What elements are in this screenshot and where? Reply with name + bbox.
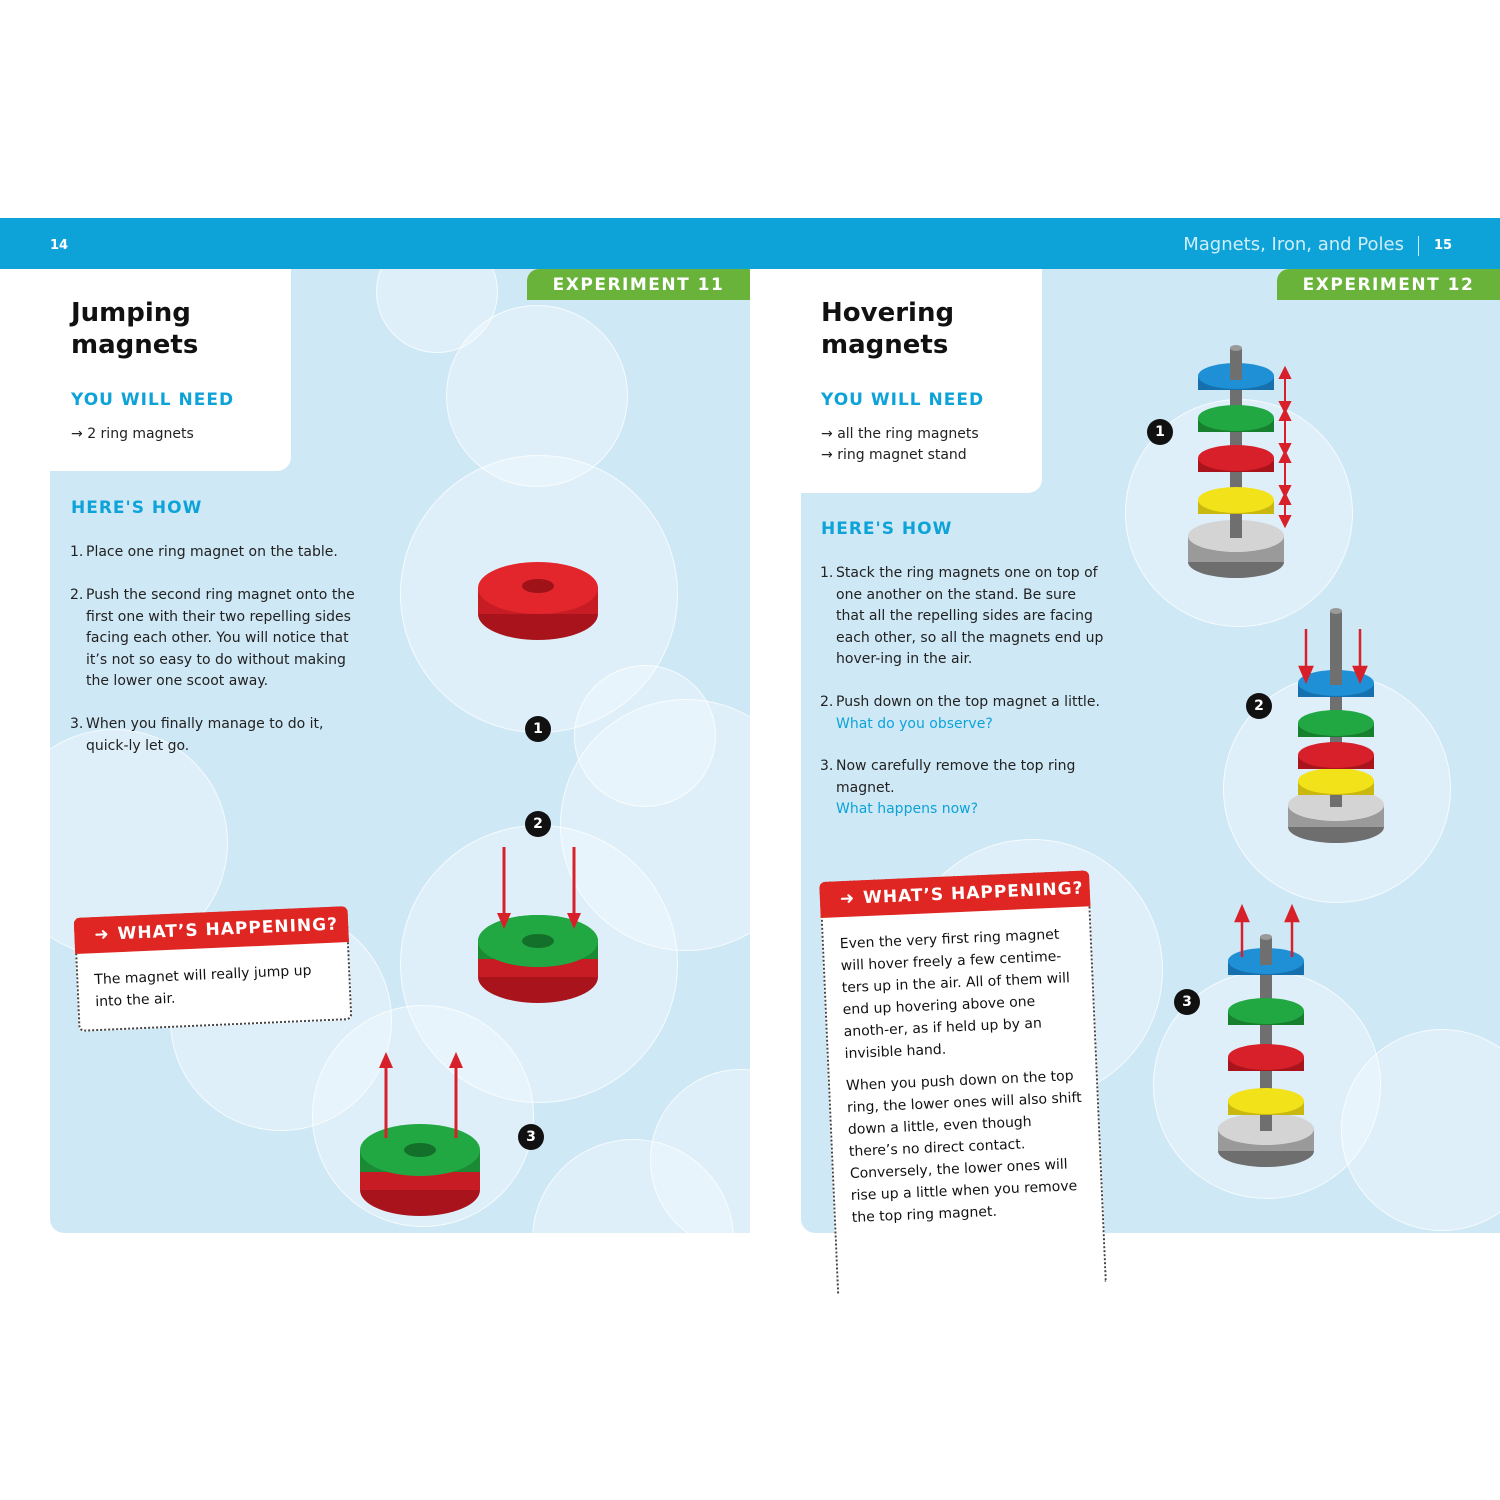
pushed-ring-magnets-illustration xyxy=(470,845,610,1020)
left-step-3 xyxy=(70,714,364,757)
left-step-1 xyxy=(70,542,356,564)
pushed-stack-illustration xyxy=(1280,605,1400,850)
figure-badge-1: 1 xyxy=(1147,419,1173,445)
figure-badge-3: 3 xyxy=(518,1124,544,1150)
step-number: 2. xyxy=(820,694,834,710)
left-title: Jumping magnets xyxy=(71,298,199,360)
step-number: 1. xyxy=(70,544,84,560)
step-text: Stack the ring magnets one on top of one another on the stand. Be sure that all the repelling sides are facing each other, so all the magnets end up hover-ing in the air. xyxy=(836,565,1104,667)
step-number: 2. xyxy=(70,587,84,603)
left-need-item: → 2 ring magnets xyxy=(71,426,194,442)
step-number: 1. xyxy=(820,565,834,581)
need-item-text: 2 ring magnets xyxy=(87,426,194,442)
left-how-heading: HERE'S HOW xyxy=(71,498,203,518)
experiment-12-tab: EXPERIMENT 12 xyxy=(1277,269,1500,300)
experiment-11-tab: EXPERIMENT 11 xyxy=(527,269,750,300)
step-number: 3. xyxy=(70,716,84,732)
whats-happening-title: WHAT’S HAPPENING? xyxy=(862,878,1084,909)
single-red-ring-magnet-illustration xyxy=(470,548,610,648)
step-text: When you finally manage to do it, quick-ly let go. xyxy=(86,716,324,754)
whats-happening-paragraph-2: When you push down on the top ring, the lower ones will also shift down a little, even though there’s no direct contact. Conversely, the lower ones will rise up a little when you remove the top ring magnet. xyxy=(845,1068,1082,1226)
step-question: What happens now? xyxy=(836,801,979,817)
right-step-1 xyxy=(820,563,1106,671)
arrow-right-icon: ➜ xyxy=(93,924,111,946)
left-step-2 xyxy=(70,585,356,693)
right-page-number: 15 xyxy=(1434,238,1453,253)
left-whats-happening-box xyxy=(74,906,353,1032)
step-text: Push down on the top magnet a little. xyxy=(836,694,1100,710)
whats-happening-title: WHAT’S HAPPENING? xyxy=(117,914,339,945)
figure-badge-1: 1 xyxy=(525,716,551,742)
bubble-decoration xyxy=(650,1069,750,1233)
right-need-item-2: → ring magnet stand xyxy=(821,447,967,463)
right-need-heading: YOU WILL NEED xyxy=(821,390,985,410)
figure-badge-2: 2 xyxy=(1246,693,1272,719)
right-whats-happening-box xyxy=(819,870,1107,1293)
right-need-item-1: → all the ring magnets xyxy=(821,426,979,442)
right-how-heading: HERE'S HOW xyxy=(821,519,953,539)
arrow-right-icon: ➜ xyxy=(839,888,856,910)
right-step-3 xyxy=(820,756,1106,821)
step-text: Place one ring magnet on the table. xyxy=(86,544,338,560)
step-text: Now carefully remove the top ring magnet. xyxy=(836,758,1076,796)
step-number: 3. xyxy=(820,758,834,774)
step-question: What do you observe? xyxy=(836,715,993,732)
running-title: Magnets, Iron, and Poles xyxy=(1183,234,1404,255)
right-step-2 xyxy=(820,692,1106,735)
need-item-text: ring magnet stand xyxy=(837,447,967,463)
left-need-heading: YOU WILL NEED xyxy=(71,390,235,410)
header-separator xyxy=(1418,236,1419,256)
figure-badge-2: 2 xyxy=(525,811,551,837)
hovering-stack-illustration xyxy=(1180,340,1300,580)
whats-happening-body: The magnet will really jump up into the air. xyxy=(94,962,312,1011)
right-title: Hovering magnets xyxy=(821,298,955,360)
removed-top-stack-illustration xyxy=(1210,905,1330,1170)
jumping-ring-magnets-illustration xyxy=(352,1048,492,1228)
step-text: Push the second ring magnet onto the first one with their two repelling sides facing each other. You will notice that it’s not so easy to do without making the lower one scoot away. xyxy=(86,587,355,689)
figure-badge-3: 3 xyxy=(1174,989,1200,1015)
need-item-text: all the ring magnets xyxy=(837,426,979,442)
whats-happening-paragraph-1: Even the very first ring magnet will hover freely a few centime-ters up in the air. All of them will end up hovering above one anoth-er, as if held up by an invisible hand. xyxy=(839,926,1071,1063)
left-page-number: 14 xyxy=(50,238,69,253)
